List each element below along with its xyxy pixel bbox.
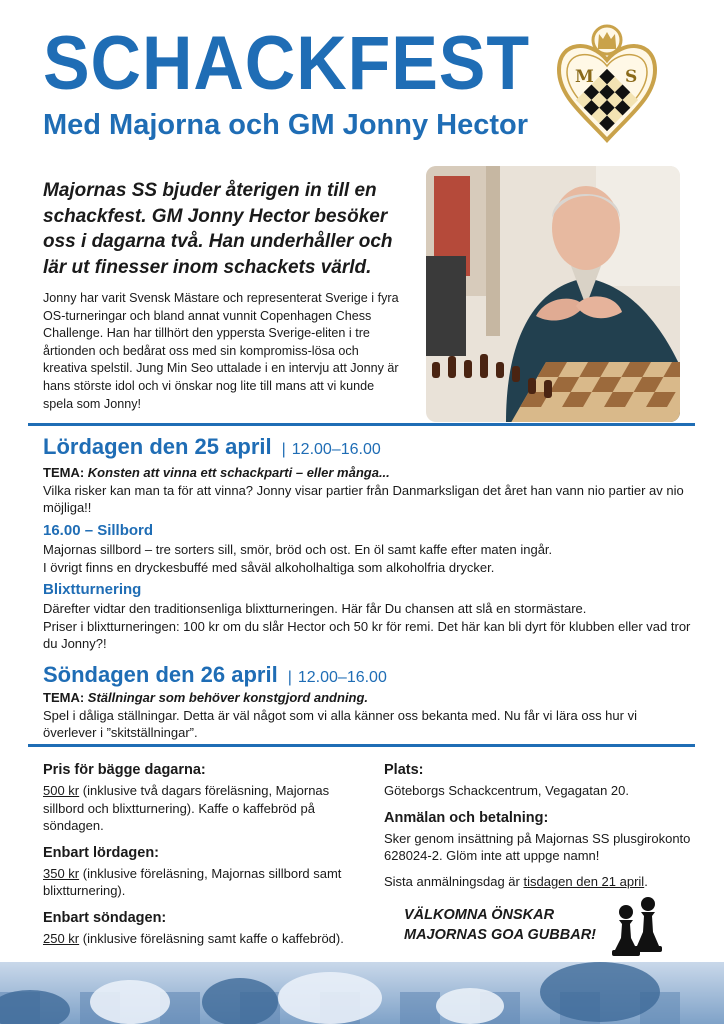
sillbord-section (43, 521, 693, 576)
registration-text: Sker genom insättning på Majornas SS plusgirokonto 628024-2. Glöm inte att uppge namn! (384, 830, 691, 863)
price-sat-heading: Enbart lördagen: (43, 844, 160, 861)
deadline-text (384, 873, 704, 891)
poster-subtitle: Med Majorna och GM Jonny Hector (43, 109, 528, 141)
chess-banner-image (0, 962, 724, 1024)
blitz-heading: Blixtturnering (43, 581, 142, 598)
sunday-heading (43, 662, 387, 691)
price-sat-amount: 350 kr (43, 865, 80, 881)
registration-heading: Anmälan och betalning: (384, 809, 549, 826)
saturday-title: Lördagen den 25 april (43, 434, 272, 459)
deadline-prefix: Sista anmälningsdag är (384, 873, 524, 889)
price-both-amount: 500 kr (43, 783, 80, 798)
place-heading: Plats: (384, 762, 424, 778)
saturday-theme (43, 464, 693, 517)
saturday-theme-title: Konsten att vinna ett schackparti – eller många... (87, 465, 390, 480)
section-divider-top (28, 423, 695, 426)
blitz-section (43, 580, 693, 653)
logo-letter-m: M (575, 67, 594, 87)
sillbord-text-2: I övrigt finns en dryckesbuffé med såväl alkoholhaltiga som alkoholfria drycker. (43, 559, 495, 575)
club-logo-icon (553, 22, 661, 144)
pawns-icon (606, 892, 668, 958)
price-sun-amount: 250 kr (43, 930, 80, 946)
sunday-time: 12.00–16.00 (297, 669, 387, 686)
welcome-line-2: MAJORNAS GOA GUBBAR! (404, 927, 596, 943)
deadline-suffix: . (644, 873, 648, 889)
player-photo (426, 166, 680, 422)
sunday-separator: | (287, 669, 292, 686)
sunday-theme-title: Ställningar som behöver konstgjord andning. (87, 690, 369, 705)
saturday-heading (43, 434, 381, 463)
sillbord-heading: 16.00 – Sillbord (43, 522, 154, 539)
price-both-heading: Pris för bägge dagarna: (43, 762, 206, 778)
sunday-title: Söndagen den 26 april (43, 662, 278, 687)
price-sun-text: (inklusive föreläsning samt kaffe o kaffebröd). (79, 930, 344, 946)
section-divider-bottom (28, 744, 695, 747)
sunday-theme-text: Spel i dåliga ställningar. Detta är väl något som vi alla känner oss bekanta med. Nu får vi lära oss hur vi överlever i ”skitställningar”. (43, 707, 637, 740)
place-text: Göteborgs Schackcentrum, Vegagatan 20. (384, 783, 629, 798)
theme-label: TEMA: (43, 465, 85, 480)
price-both (43, 782, 373, 835)
welcome-line-1: VÄLKOMNA ÖNSKAR (404, 907, 555, 923)
deadline-date: tisdagen den 21 april (523, 873, 645, 889)
price-sun (43, 930, 373, 948)
sillbord-text-1: Majornas sillbord – tre sorters sill, smör, bröd och ost. En öl samt kaffe efter maten ingår. (43, 542, 553, 557)
bio-text: Jonny har varit Svensk Mästare och representerat Sverige i fyra OS-turneringar och bland annat vunnit Copenhagen Chess Challenge. Han har tillhört den yppersta Sverige-eliten i tre årtionden och bedårat oss med sin kompromiss-lösa och kreativa spelstil. Jung Min Seo uttalade i en intervju att Jonny är hans störste idol och vi önskar nog lite till mans att vi kunde spela som Jonny! (43, 291, 399, 411)
logo-letter-s: S (625, 67, 638, 87)
price-sun-heading: Enbart söndagen: (43, 909, 167, 926)
saturday-time: 12.00–16.00 (291, 441, 381, 458)
info-column (384, 760, 704, 898)
welcome-message (404, 905, 596, 945)
saturday-separator: | (281, 441, 286, 458)
theme-label: TEMA: (43, 690, 85, 705)
intro-text: Majornas SS bjuder återigen in till en schackfest. GM Jonny Hector besöker oss i dagarna två. Han underhåller och lär ut finesser inom schackets värld. (43, 180, 393, 278)
price-sat-text: (inklusive föreläsning, Majornas sillbord samt blixtturnering). (43, 865, 342, 898)
blitz-text-2: Priser i blixtturneringen: 100 kr om du slår Hector och 50 kr för remi. Det här kan bli dyrt för klubben eller vad tror du Jonny?! (43, 618, 691, 651)
price-sat (43, 865, 373, 900)
price-both-text: (inklusive två dagars föreläsning, Majornas sillbord och blixtturnering). Kaffe o kaffebröd på söndagen. (43, 783, 330, 833)
sunday-theme (43, 689, 693, 742)
pricing-column (43, 760, 373, 955)
poster-title: SCHACKFEST (43, 21, 531, 106)
blitz-text-1: Därefter vidtar den traditionsenliga blixtturneringen. Här får Du chansen att slå en stormästare. (43, 601, 587, 616)
saturday-theme-text: Vilka risker kan man ta för att vinna? Jonny visar partier från Danmarksligan det året han vann nio partier av nio möjliga!! (43, 482, 684, 515)
